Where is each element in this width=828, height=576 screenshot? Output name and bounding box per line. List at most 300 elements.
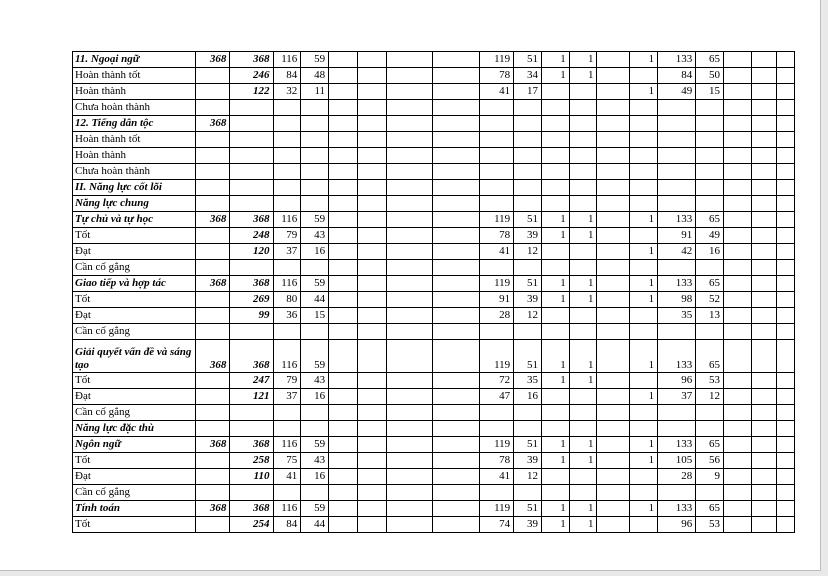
table-cell — [432, 292, 479, 308]
table-cell — [386, 132, 432, 148]
table-cell: 368 — [230, 212, 273, 228]
table-cell — [196, 100, 230, 116]
table-cell — [196, 389, 230, 405]
table-cell — [723, 164, 751, 180]
table-cell — [777, 340, 795, 373]
table-cell: 119 — [480, 437, 514, 453]
table-cell — [723, 228, 751, 244]
row-label: Đạt — [73, 469, 196, 485]
table-cell — [723, 469, 751, 485]
table-cell: 41 — [480, 469, 514, 485]
table-cell — [230, 132, 273, 148]
table-cell — [196, 148, 230, 164]
table-cell: 75 — [273, 453, 301, 469]
table-row — [73, 517, 795, 533]
table-cell: 35 — [514, 373, 542, 389]
table-cell: 1 — [541, 517, 569, 533]
table-cell — [723, 212, 751, 228]
table-cell — [196, 180, 230, 196]
table-row — [73, 308, 795, 324]
table-cell: 12 — [514, 244, 542, 260]
table-cell — [723, 453, 751, 469]
table-cell — [658, 148, 696, 164]
table-cell — [329, 52, 358, 68]
table-cell — [777, 244, 795, 260]
table-cell: 41 — [480, 244, 514, 260]
table-cell: 72 — [480, 373, 514, 389]
table-cell — [597, 148, 630, 164]
table-cell — [630, 228, 658, 244]
table-cell: 1 — [569, 228, 597, 244]
table-cell — [696, 100, 724, 116]
table-cell — [751, 485, 777, 501]
table-cell — [196, 84, 230, 100]
table-cell: 248 — [230, 228, 273, 244]
table-cell: 53 — [696, 517, 724, 533]
table-cell — [751, 68, 777, 84]
table-row — [73, 132, 795, 148]
table-cell — [432, 517, 479, 533]
table-cell — [386, 244, 432, 260]
table-cell — [723, 324, 751, 340]
table-cell — [432, 132, 479, 148]
table-cell — [751, 164, 777, 180]
table-cell: 1 — [630, 389, 658, 405]
table-cell: 49 — [658, 84, 696, 100]
table-cell — [196, 292, 230, 308]
table-cell — [541, 260, 569, 276]
table-cell — [777, 485, 795, 501]
table-cell — [597, 517, 630, 533]
table-cell — [432, 148, 479, 164]
statistics-table — [72, 51, 795, 533]
table-cell: 1 — [541, 340, 569, 373]
table-cell: 41 — [480, 84, 514, 100]
table-cell: 65 — [696, 437, 724, 453]
table-cell: 37 — [273, 244, 301, 260]
table-cell — [273, 485, 301, 501]
table-cell: 35 — [658, 308, 696, 324]
table-cell — [541, 405, 569, 421]
table-cell — [357, 180, 386, 196]
table-cell: 79 — [273, 228, 301, 244]
table-cell — [751, 501, 777, 517]
table-cell — [541, 132, 569, 148]
table-cell: 119 — [480, 276, 514, 292]
table-cell: 65 — [696, 276, 724, 292]
table-cell — [480, 180, 514, 196]
table-cell — [386, 308, 432, 324]
table-row — [73, 84, 795, 100]
table-cell — [541, 308, 569, 324]
table-cell — [386, 84, 432, 100]
table-cell — [514, 260, 542, 276]
table-cell — [432, 373, 479, 389]
row-label: Tốt — [73, 292, 196, 308]
table-cell: 368 — [196, 116, 230, 132]
table-cell: 133 — [658, 501, 696, 517]
table-cell — [597, 84, 630, 100]
table-cell — [597, 308, 630, 324]
table-cell — [432, 196, 479, 212]
table-row — [73, 196, 795, 212]
table-cell — [386, 469, 432, 485]
table-cell — [329, 421, 358, 437]
table-cell — [230, 196, 273, 212]
row-label: Hoàn thành — [73, 84, 196, 100]
table-cell — [432, 405, 479, 421]
table-cell — [597, 373, 630, 389]
table-cell — [230, 421, 273, 437]
table-cell: 1 — [630, 276, 658, 292]
table-cell — [432, 389, 479, 405]
table-row — [73, 373, 795, 389]
table-cell — [432, 324, 479, 340]
table-cell — [196, 485, 230, 501]
table-cell — [777, 68, 795, 84]
table-cell: 116 — [273, 437, 301, 453]
table-cell: 1 — [569, 501, 597, 517]
table-cell — [386, 52, 432, 68]
row-label: 11. Ngoại ngữ — [73, 52, 196, 68]
table-cell — [301, 324, 329, 340]
table-cell — [329, 501, 358, 517]
table-cell: 51 — [514, 501, 542, 517]
table-cell: 1 — [630, 501, 658, 517]
table-cell — [630, 116, 658, 132]
table-cell — [777, 100, 795, 116]
table-cell: 1 — [630, 453, 658, 469]
table-cell: 39 — [514, 517, 542, 533]
table-cell — [630, 405, 658, 421]
table-cell — [329, 308, 358, 324]
table-cell — [357, 501, 386, 517]
table-cell — [630, 148, 658, 164]
table-cell — [329, 244, 358, 260]
table-cell — [777, 196, 795, 212]
table-cell — [597, 196, 630, 212]
table-cell — [386, 485, 432, 501]
table-cell — [751, 84, 777, 100]
table-cell — [630, 308, 658, 324]
table-cell: 119 — [480, 212, 514, 228]
table-cell — [751, 148, 777, 164]
table-cell — [569, 196, 597, 212]
table-cell — [357, 292, 386, 308]
table-cell — [723, 405, 751, 421]
table-cell: 368 — [230, 52, 273, 68]
table-cell: 34 — [514, 68, 542, 84]
table-cell — [751, 389, 777, 405]
table-cell — [541, 421, 569, 437]
table-cell — [301, 132, 329, 148]
row-label: Tính toán — [73, 501, 196, 517]
table-cell — [329, 324, 358, 340]
table-cell — [357, 308, 386, 324]
table-cell: 32 — [273, 84, 301, 100]
table-cell: 99 — [230, 308, 273, 324]
table-cell — [329, 260, 358, 276]
table-cell — [480, 132, 514, 148]
table-cell — [597, 164, 630, 180]
table-cell — [777, 292, 795, 308]
table-cell — [658, 405, 696, 421]
row-label: Chưa hoàn thành — [73, 164, 196, 180]
table-cell — [630, 517, 658, 533]
table-cell — [597, 421, 630, 437]
table-cell — [196, 517, 230, 533]
table-cell — [541, 244, 569, 260]
table-cell — [569, 389, 597, 405]
table-cell — [597, 276, 630, 292]
table-cell — [723, 389, 751, 405]
table-cell — [329, 116, 358, 132]
table-cell — [329, 164, 358, 180]
table-row — [73, 501, 795, 517]
table-cell — [777, 132, 795, 148]
table-cell — [432, 100, 479, 116]
table-cell — [696, 405, 724, 421]
table-cell — [514, 100, 542, 116]
table-cell — [696, 148, 724, 164]
table-cell: 80 — [273, 292, 301, 308]
table-cell — [751, 244, 777, 260]
table-cell — [777, 421, 795, 437]
row-label: Đạt — [73, 389, 196, 405]
table-cell: 84 — [273, 68, 301, 84]
table-cell — [432, 228, 479, 244]
table-cell — [751, 212, 777, 228]
table-cell: 39 — [514, 453, 542, 469]
table-cell: 51 — [514, 437, 542, 453]
table-cell — [230, 180, 273, 196]
table-cell — [480, 116, 514, 132]
table-cell — [273, 405, 301, 421]
table-cell — [386, 260, 432, 276]
table-cell: 119 — [480, 340, 514, 373]
table-row — [73, 340, 795, 373]
table-cell — [230, 100, 273, 116]
table-cell: 43 — [301, 373, 329, 389]
table-row — [73, 68, 795, 84]
table-row — [73, 116, 795, 132]
table-cell — [432, 421, 479, 437]
table-cell — [386, 324, 432, 340]
table-cell — [329, 517, 358, 533]
table-row — [73, 421, 795, 437]
table-cell: 16 — [301, 469, 329, 485]
table-cell: 1 — [541, 501, 569, 517]
table-cell: 110 — [230, 469, 273, 485]
table-cell — [357, 453, 386, 469]
table-cell — [777, 260, 795, 276]
table-cell — [751, 469, 777, 485]
table-row — [73, 148, 795, 164]
table-cell — [723, 485, 751, 501]
table-cell — [597, 469, 630, 485]
table-cell — [329, 437, 358, 453]
table-cell — [696, 421, 724, 437]
row-label: Ngôn ngữ — [73, 437, 196, 453]
table-cell — [357, 132, 386, 148]
table-cell — [432, 485, 479, 501]
table-cell: 1 — [541, 52, 569, 68]
table-cell — [658, 421, 696, 437]
table-cell: 1 — [569, 437, 597, 453]
table-cell — [196, 324, 230, 340]
table-cell — [273, 421, 301, 437]
table-cell — [329, 148, 358, 164]
table-cell — [357, 68, 386, 84]
table-cell — [432, 212, 479, 228]
row-label: Tốt — [73, 228, 196, 244]
table-cell: 368 — [196, 276, 230, 292]
table-cell: 116 — [273, 212, 301, 228]
table-cell — [751, 180, 777, 196]
table-cell — [597, 180, 630, 196]
row-label: Tốt — [73, 373, 196, 389]
table-cell — [480, 196, 514, 212]
table-cell — [480, 324, 514, 340]
table-cell: 65 — [696, 340, 724, 373]
table-cell: 47 — [480, 389, 514, 405]
table-cell — [386, 421, 432, 437]
table-cell: 13 — [696, 308, 724, 324]
table-cell — [569, 180, 597, 196]
table-cell — [432, 340, 479, 373]
table-cell: 51 — [514, 340, 542, 373]
table-cell — [329, 340, 358, 373]
table-cell — [723, 517, 751, 533]
table-cell — [386, 228, 432, 244]
table-cell: 368 — [230, 276, 273, 292]
table-cell: 247 — [230, 373, 273, 389]
table-cell — [329, 485, 358, 501]
table-cell — [196, 196, 230, 212]
table-cell: 91 — [658, 228, 696, 244]
table-cell — [480, 100, 514, 116]
table-cell: 59 — [301, 212, 329, 228]
table-cell: 1 — [541, 453, 569, 469]
table-cell — [357, 405, 386, 421]
table-cell — [696, 324, 724, 340]
table-cell — [723, 148, 751, 164]
table-row — [73, 389, 795, 405]
table-cell — [357, 324, 386, 340]
table-cell — [514, 164, 542, 180]
table-cell — [777, 373, 795, 389]
table-cell — [273, 116, 301, 132]
table-cell — [751, 324, 777, 340]
table-cell: 59 — [301, 276, 329, 292]
table-cell — [432, 52, 479, 68]
table-cell — [329, 100, 358, 116]
table-cell — [432, 453, 479, 469]
table-cell: 16 — [514, 389, 542, 405]
table-cell — [751, 196, 777, 212]
table-cell: 368 — [196, 52, 230, 68]
row-label: Hoàn thành tốt — [73, 132, 196, 148]
table-cell — [723, 244, 751, 260]
table-cell: 16 — [301, 389, 329, 405]
table-cell — [514, 132, 542, 148]
table-cell — [597, 100, 630, 116]
table-cell: 65 — [696, 501, 724, 517]
table-cell: 51 — [514, 52, 542, 68]
table-cell — [569, 84, 597, 100]
table-cell — [196, 68, 230, 84]
table-cell: 15 — [301, 308, 329, 324]
table-cell — [723, 260, 751, 276]
table-cell: 65 — [696, 212, 724, 228]
table-cell — [273, 100, 301, 116]
table-cell — [432, 260, 479, 276]
table-cell: 12 — [514, 308, 542, 324]
table-cell — [273, 132, 301, 148]
table-row — [73, 485, 795, 501]
table-cell — [301, 421, 329, 437]
table-cell — [301, 100, 329, 116]
row-label: Chưa hoàn thành — [73, 100, 196, 116]
table-cell: 1 — [541, 437, 569, 453]
table-cell — [541, 324, 569, 340]
table-cell — [751, 308, 777, 324]
table-cell — [196, 228, 230, 244]
table-cell — [480, 405, 514, 421]
table-cell: 48 — [301, 68, 329, 84]
table-cell: 254 — [230, 517, 273, 533]
table-cell — [777, 517, 795, 533]
table-cell: 368 — [196, 212, 230, 228]
table-cell — [386, 212, 432, 228]
table-cell: 36 — [273, 308, 301, 324]
table-row — [73, 405, 795, 421]
table-row — [73, 276, 795, 292]
table-cell — [357, 84, 386, 100]
table-cell: 28 — [480, 308, 514, 324]
table-cell: 78 — [480, 68, 514, 84]
table-cell — [386, 373, 432, 389]
table-cell — [751, 373, 777, 389]
table-cell — [597, 228, 630, 244]
table-cell — [386, 453, 432, 469]
table-cell — [514, 116, 542, 132]
table-cell — [658, 164, 696, 180]
table-cell — [723, 68, 751, 84]
table-cell — [301, 164, 329, 180]
table-cell: 41 — [273, 469, 301, 485]
table-cell — [386, 196, 432, 212]
table-cell: 16 — [301, 244, 329, 260]
table-cell — [514, 148, 542, 164]
table-cell — [273, 164, 301, 180]
row-label: Hoàn thành — [73, 148, 196, 164]
table-cell — [196, 421, 230, 437]
table-cell — [196, 244, 230, 260]
table-cell: 133 — [658, 276, 696, 292]
table-cell — [301, 196, 329, 212]
table-cell — [541, 485, 569, 501]
table-cell — [329, 276, 358, 292]
table-cell — [751, 340, 777, 373]
table-cell — [751, 437, 777, 453]
table-cell: 258 — [230, 453, 273, 469]
table-cell — [230, 148, 273, 164]
table-cell: 15 — [696, 84, 724, 100]
row-label: 12. Tiếng dân tộc — [73, 116, 196, 132]
row-label: Cần cố gắng — [73, 324, 196, 340]
table-row — [73, 453, 795, 469]
